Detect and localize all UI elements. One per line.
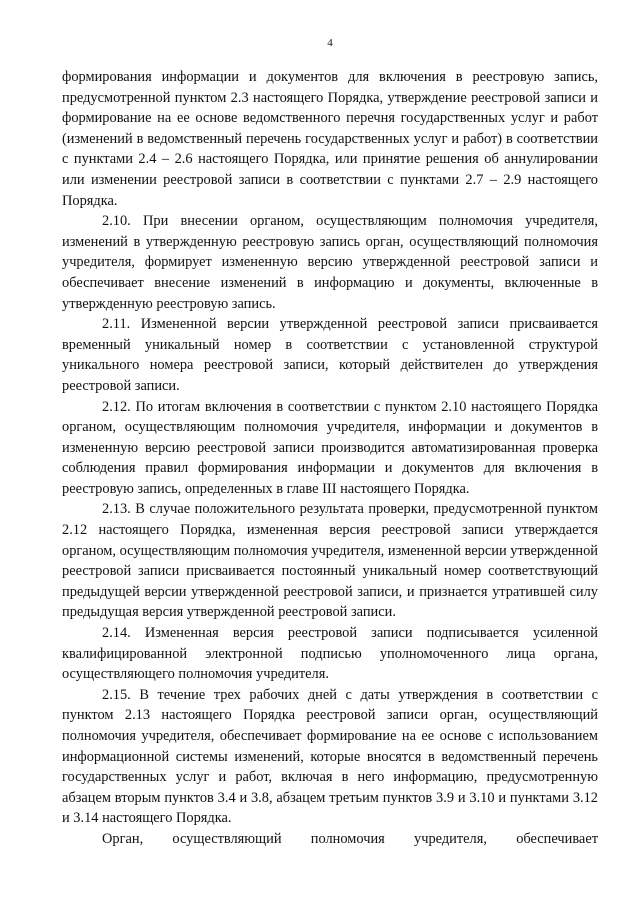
paragraph-2-11: 2.11. Измененной версии утвержденной реестровой записи присваивается временный уникальный номер в соответствии с установленной структурой уникального номера реестровой записи, который действителен до утверждения реестровой записи.	[62, 316, 598, 394]
document-body	[62, 67, 598, 850]
paragraph-continuation: формирования информации и документов для включения в реестровую запись, предусмотренной пунктом 2.3 настоящего Порядка, утверждение реестровой записи и формирование на ее основе ведомственного перечня государственных услуг и работ (изменений в ведомственный перечень государственных услуг и работ) в соответствии с пунктами 2.4 – 2.6 настоящего Порядка, или принятие решения об аннулировании или изменении реестровой записи в соответствии с пунктами 2.7 – 2.9 настоящего Порядка.	[62, 69, 598, 209]
paragraph-2-13: 2.13. В случае положительного результата проверки, предусмотренной пунктом 2.12 настоящего Порядка, измененная версия реестровой записи утверждается органом, осуществляющим полномочия учредителя, измененной версии утвержденной реестровой записи присваивается постоянный уникальный номер соответствующий предыдущей версии утвержденной реестровой записи, и признается утратившей силу предыдущая версия утвержденной реестровой записи.	[62, 501, 598, 621]
page-number: 4	[327, 37, 333, 49]
paragraph-2-12: 2.12. По итогам включения в соответствии с пунктом 2.10 настоящего Порядка органом, осуществляющим полномочия учредителя, информации и документов в измененную версию реестровой записи производится автоматизированная проверка соблюдения правил формирования информации и документов для включения в реестровую запись, определенных в главе III настоящего Порядка.	[62, 398, 598, 497]
paragraph-2-14: 2.14. Измененная версия реестровой записи подписывается усиленной квалифицированной электронной подписью уполномоченного лица органа, осуществляющего полномочия учредителя.	[62, 625, 598, 683]
paragraph-2-15: 2.15. В течение трех рабочих дней с даты утверждения в соответствии с пунктом 2.13 настоящего Порядка реестровой записи орган, осуществляющий полномочия учредителя, обеспечивает формирование на ее основе с использованием информационной системы изменений, которые вносятся в ведомственный перечень государственных услуг и работ, включая в него информацию, предусмотренную абзацем вторым пунктов 3.4 и 3.8, абзацем третьим пунктов 3.9 и 3.10 и пунктами 3.12 и 3.14 настоящего Порядка.	[62, 686, 598, 827]
paragraph-final: Орган, осуществляющий полномочия учредителя, обеспечивает	[102, 830, 598, 847]
paragraph-2-10: 2.10. При внесении органом, осуществляющим полномочия учредителя, изменений в утвержденную реестровую запись орган, осуществляющий полномочия учредителя, формирует измененную версию утвержденной реестровой записи и обеспечивает внесение изменений в информацию и документы, включенные в утвержденную реестровую запись.	[62, 213, 598, 312]
